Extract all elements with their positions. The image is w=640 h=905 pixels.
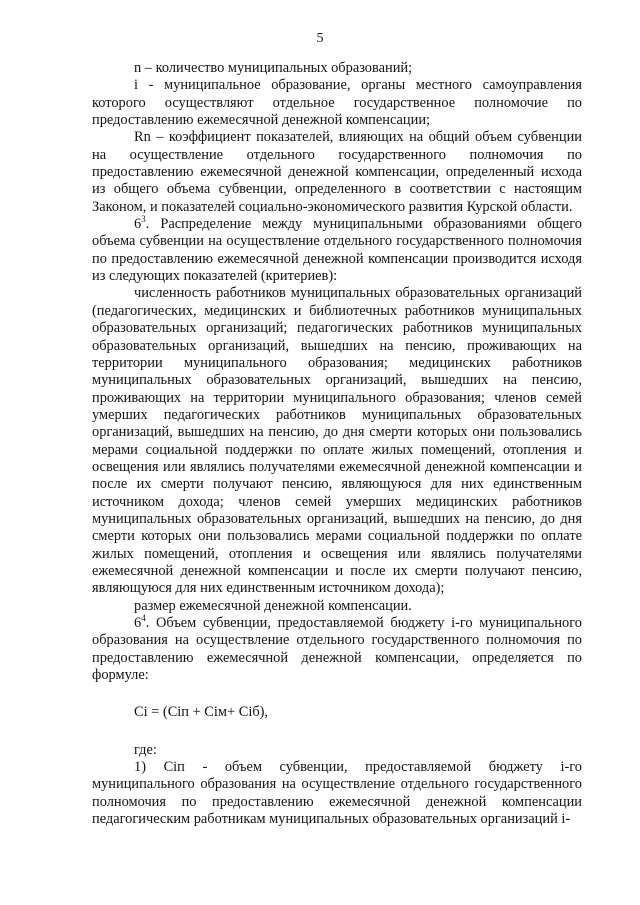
paragraph-rn-definition: Rn – коэффициент показателей, влияющих на общий объем субвенции на осуществление отдельного государственного полномочия по предоставлению ежемесячной денежной компенсации, определенный исхода из общего объема субвенции, определенного в соответствии с настоящим Законом, и показателей социально-экономического развития Курской области. [92,129,582,215]
paragraph-i-definition: i - муниципальное образование, органы местного самоуправления которого осуществляют отдельное государственное полномочие по предоставлению ежемесячной денежной компенсации; [92,77,582,129]
document-body [92,60,582,828]
clause-superscript: 4 [141,613,146,624]
clause-text: . Распределение между муниципальными образованиями общего объема субвенции на осуществление отдельного государственного полномочия по предоставлению ежемесячной денежной компенсации производится исходя из следующих показателей (критериев): [92,216,582,285]
formula: Сi = (Сiп + Сiм+ Сiб), [134,704,269,721]
clause-number: 6 [134,615,142,631]
paragraph-criteria-amount: размер ежемесячной денежной компенсации. [134,597,412,614]
paragraph-6-4 [92,615,582,684]
paragraph-n-definition: n – количество муниципальных образований; [134,60,413,76]
clause-text: . Объем субвенции, предоставляемой бюджету i-го муниципального образования на осуществление отдельного государственного полномочия по предоставлению ежемесячной денежной компенсации, определяется по формуле: [92,615,582,684]
paragraph-item-1: 1) Сiп - объем субвенции, предоставляемой бюджету i-го муниципального образования на осуществление отдельного государственного полномочия по предоставлению ежемесячной денежной компенсации педагогическим работникам муниципальных образовательных организаций i- [92,759,582,828]
paragraph-where: где: [134,741,157,758]
clause-number: 6 [134,216,142,233]
page-number: 5 [316,31,324,46]
paragraph-6-3 [92,216,582,285]
clause-superscript: 3 [141,214,146,225]
paragraph-criteria-headcount: численность работников муниципальных образовательных организаций (педагогических, медицинских и библиотечных работников муниципальных образовательных организаций; педагогических работников муниципальных образовательных организаций, вышедших на пенсию, проживающих на территории муниципального образования; медицинских работников муниципальных образовательных организаций, вышедших на пенсию, проживающих на территории муниципального образования; членов семей умерших педагогических работников муниципальных образовательных организаций, вышедших на пенсию, до дня смерти которых они пользовались мерами социальной поддержки по оплате жилых помещений, отопления и освещения или являлись получателями ежемесячной денежной компенсации и после их смерти получают пенсию, являющуюся для них единственным источником дохода; членов семей умерших медицинских работников муниципальных образовательных организаций, вышедших на пенсию, до дня смерти которых они пользовались мерами социальной поддержки по оплате жилых помещений, отопления и освещения или являлись получателями ежемесячной денежной компенсации и после их смерти получают пенсию, являющуюся для них единственным источником дохода); [92,285,582,597]
